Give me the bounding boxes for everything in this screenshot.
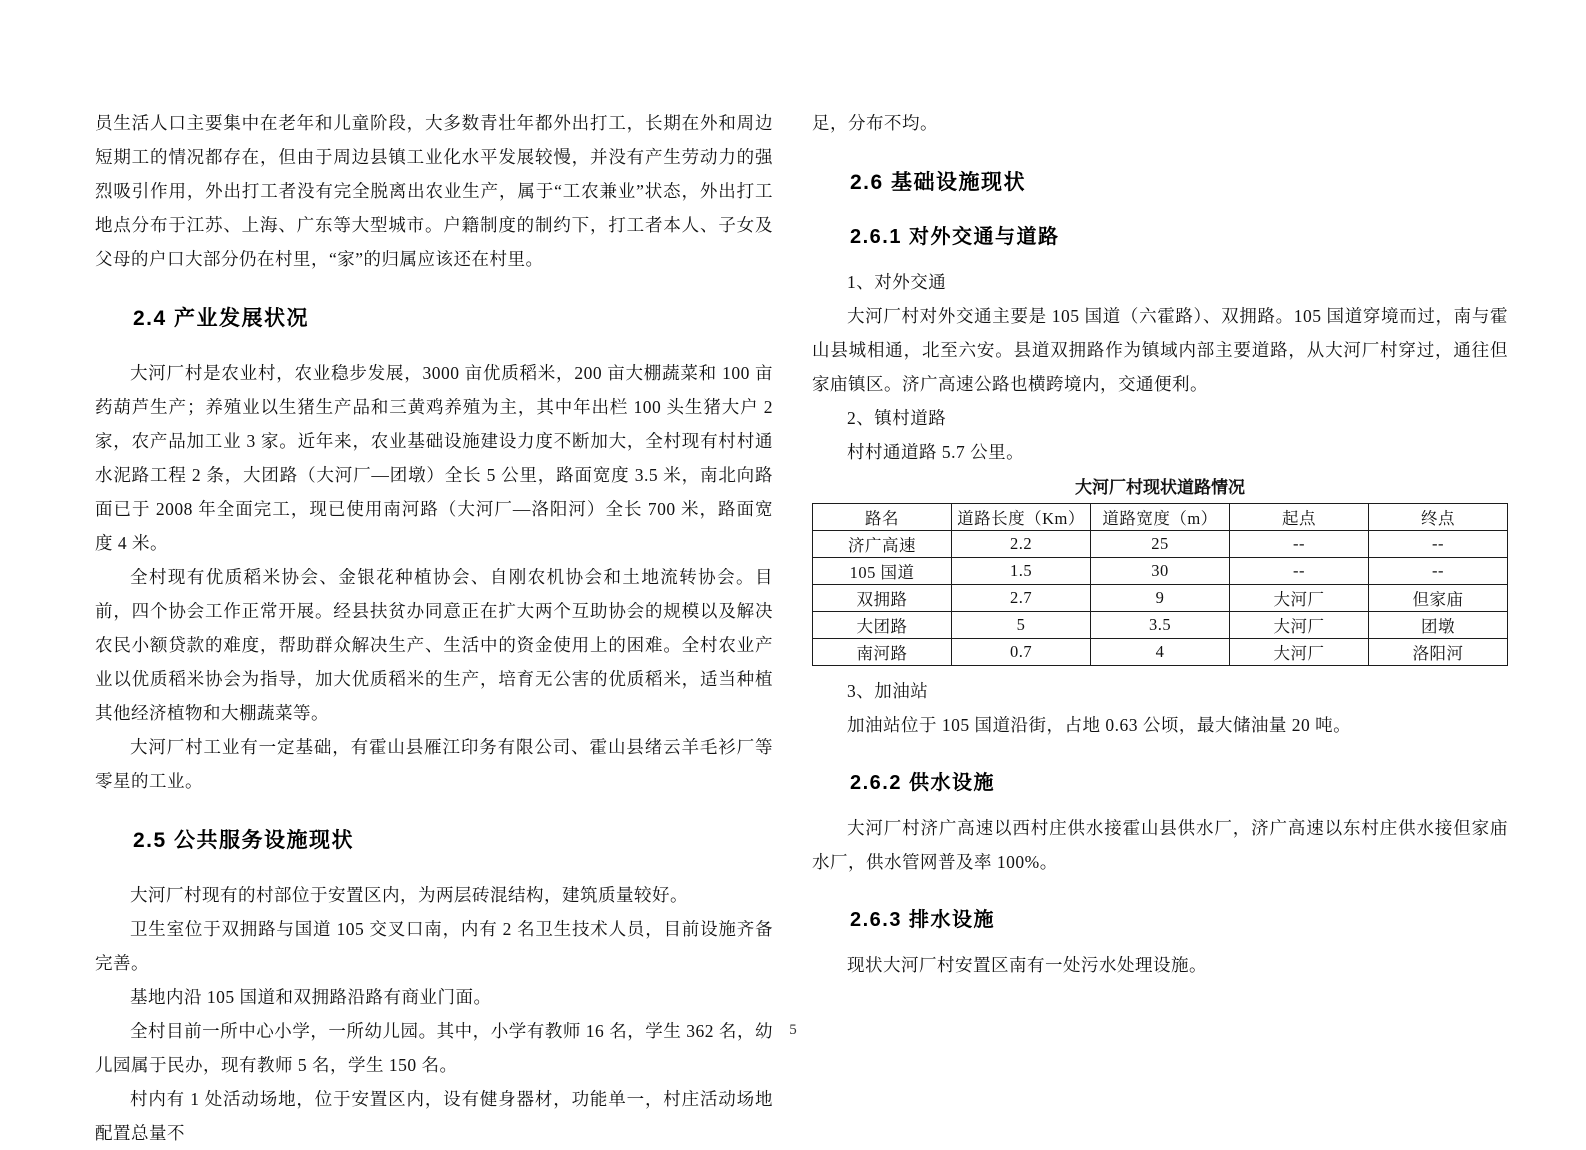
table-cell: -- — [1369, 531, 1508, 558]
table-cell: 但家庙 — [1369, 585, 1508, 612]
table-header-road-length: 道路长度（Km） — [952, 504, 1091, 531]
paragraph-drainage: 现状大河厂村安置区南有一处污水处理设施。 — [847, 955, 1207, 975]
heading-2-6-1-transport-roads: 2.6.1 对外交通与道路 — [850, 226, 1060, 248]
table-cell: 1.5 — [952, 558, 1091, 585]
table-cell: 0.7 — [952, 639, 1091, 666]
table-cell: 南河路 — [813, 639, 952, 666]
road-table-title: 大河厂村现状道路情况 — [1075, 478, 1245, 497]
table-cell: 大河厂 — [1230, 585, 1369, 612]
table-cell: 30 — [1091, 558, 1230, 585]
table-cell: 大河厂 — [1230, 639, 1369, 666]
table-row — [813, 558, 1508, 585]
heading-2-6-2-water-supply: 2.6.2 供水设施 — [850, 772, 996, 794]
paragraph-commercial: 基地内沿 105 国道和双拥路沿路有商业门面。 — [130, 987, 492, 1007]
paragraph-industry: 大河厂村工业有一定基础，有霍山县雁江印务有限公司、霍山县绪云羊毛衫厂等零星的工业。 — [95, 737, 773, 791]
right-column — [812, 106, 1508, 982]
paragraph-clinic: 卫生室位于双拥路与国道 105 交叉口南，内有 2 名卫生技术人员，目前设施齐备完善。 — [95, 919, 773, 973]
paragraph-gas-station: 加油站位于 105 国道沿街，占地 0.63 公顷，最大储油量 20 吨。 — [847, 715, 1352, 735]
table-row — [813, 585, 1508, 612]
table-cell: 2.2 — [952, 531, 1091, 558]
table-cell: 2.7 — [952, 585, 1091, 612]
table-cell: 5 — [952, 612, 1091, 639]
paragraph-agriculture: 大河厂村是农业村，农业稳步发展，3000 亩优质稻米，200 亩大棚蔬菜和 100 亩药葫芦生产；养殖业以生猪生产品和三黄鸡养殖为主，其中年出栏 100 头生猪大户 2 家，农产品加工业 3 家。近年来，农业基础设施建设力度不断加大，全村现有村村通水泥路工程 2 条，大团路（大河厂—团墩）全长 5 公里，路面宽度 3.5 米，南北向路面已于 2008 年全面完工，现已使用南河路（大河厂—洛阳河）全长 700 米，路面宽度 4 米。 — [95, 363, 773, 553]
paragraph-village-roads: 村村通道路 5.7 公里。 — [847, 442, 1025, 462]
page-number: 5 — [789, 1022, 797, 1038]
table-cell: 大河厂 — [1230, 612, 1369, 639]
table-header-row — [813, 504, 1508, 531]
table-row — [813, 612, 1508, 639]
table-cell: -- — [1369, 558, 1508, 585]
table-cell: 3.5 — [1091, 612, 1230, 639]
paragraph-associations: 全村现有优质稻米协会、金银花种植协会、自刚农机协会和土地流转协会。目前，四个协会工作正常开展。经县扶贫办同意正在扩大两个互助协会的规模以及解决农民小额贷款的难度，帮助群众解决生产、生活中的资金使用上的困难。全村农业产业以优质稻米协会为指导，加大优质稻米的生产，培育无公害的优质稻米，适当种植其他经济植物和大棚蔬菜等。 — [95, 567, 773, 723]
heading-2-5-public-services: 2.5 公共服务设施现状 — [133, 829, 355, 852]
paragraph-activity-ground: 村内有 1 处活动场地，位于安置区内，设有健身器材，功能单一，村庄活动场地配置总量不 — [95, 1089, 773, 1143]
heading-2-6-infrastructure: 2.6 基础设施现状 — [850, 171, 1027, 194]
paragraph-water-supply: 大河厂村济广高速以西村庄供水接霍山县供水厂，济广高速以东村庄供水接但家庙水厂，供水管网普及率 100%。 — [812, 818, 1508, 872]
table-cell: 105 国道 — [813, 558, 952, 585]
paragraph-external-transport: 大河厂村对外交通主要是 105 国道（六霍路）、双拥路。105 国道穿境而过，南与霍山县城相通，北至六安。县道双拥路作为镇域内部主要道路，从大河厂村穿过，通往但家庙镇区。济广高速公路也横跨境内，交通便利。 — [812, 306, 1508, 394]
table-row — [813, 531, 1508, 558]
table-cell: -- — [1230, 531, 1369, 558]
left-column — [95, 106, 773, 1150]
list-item-gas-station: 3、加油站 — [847, 681, 929, 701]
heading-2-4-industry-development: 2.4 产业发展状况 — [133, 307, 310, 330]
table-cell: 4 — [1091, 639, 1230, 666]
heading-2-6-3-drainage: 2.6.3 排水设施 — [850, 909, 996, 931]
table-cell: 双拥路 — [813, 585, 952, 612]
paragraph-school: 全村目前一所中心小学，一所幼儿园。其中，小学有教师 16 名，学生 362 名，幼儿园属于民办，现有教师 5 名，学生 150 名。 — [95, 1021, 773, 1075]
table-header-start-point: 起点 — [1230, 504, 1369, 531]
paragraph-village-office: 大河厂村现有的村部位于安置区内，为两层砖混结构，建筑质量较好。 — [130, 885, 688, 905]
road-conditions-table — [812, 503, 1508, 666]
table-cell: 洛阳河 — [1369, 639, 1508, 666]
table-cell: 济广高速 — [813, 531, 952, 558]
list-item-external-transport: 1、对外交通 — [847, 272, 947, 292]
paragraph-population-continued: 员生活人口主要集中在老年和儿童阶段，大多数青壮年都外出打工，长期在外和周边短期工的情况都存在，但由于周边县镇工业化水平发展较慢，并没有产生劳动力的强烈吸引作用，外出打工者没有完全脱离出农业生产，属于“工农兼业”状态，外出打工地点分布于江苏、上海、广东等大型城市。户籍制度的制约下，打工者本人、子女及父母的户口大部分仍在村里，“家”的归属应该还在村里。 — [95, 113, 773, 269]
table-cell: 团墩 — [1369, 612, 1508, 639]
list-item-village-roads: 2、镇村道路 — [847, 408, 947, 428]
table-cell: 25 — [1091, 531, 1230, 558]
table-cell: 9 — [1091, 585, 1230, 612]
table-header-end-point: 终点 — [1369, 504, 1508, 531]
table-cell: -- — [1230, 558, 1369, 585]
table-header-road-width: 道路宽度（m） — [1091, 504, 1230, 531]
table-header-road-name: 路名 — [813, 504, 952, 531]
table-cell: 大团路 — [813, 612, 952, 639]
paragraph-activity-ground-continued: 足，分布不均。 — [812, 113, 938, 133]
table-row — [813, 639, 1508, 666]
